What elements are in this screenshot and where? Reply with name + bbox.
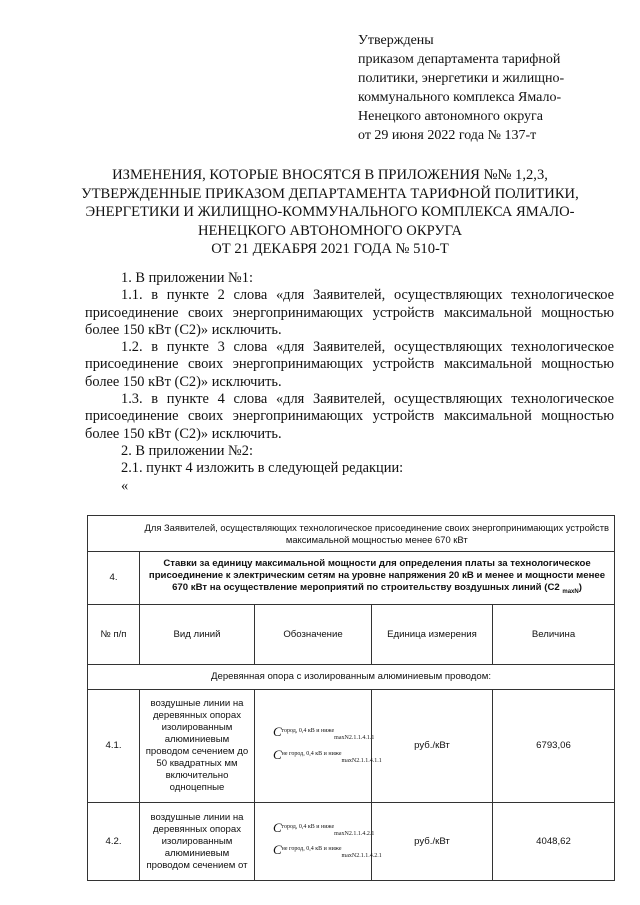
section-title	[140, 552, 615, 605]
symbol-noncity: $C^{не город, 0,4 кВ и ниже}_{maxN2.1.1.4.1.1}$	[273, 746, 382, 764]
paragraph-2: 2. В приложении №2:	[121, 442, 253, 459]
col-header-value: Величина	[493, 605, 615, 665]
approval-block	[358, 31, 628, 145]
subsection-title: Деревянная опора с изолированным алюминиевым проводом:	[88, 665, 615, 690]
value-cell: 4048,62	[493, 803, 615, 881]
col-header-unit: Единица измерения	[372, 605, 493, 665]
paragraph-1-1: 1.1. в пункте 2 слова «для Заявителей, осуществляющих технологическое присоединение своих энергопринимающих устройств максимальной мощностью более 150 кВт (С2)» исключить.	[85, 287, 614, 338]
title-line: ОТ 21 ДЕКАБРЯ 2021 ГОДА № 510-Т	[211, 241, 449, 257]
section-number: 4.	[88, 552, 140, 605]
approval-line: приказом департамента тарифной	[358, 52, 561, 67]
unit-cell: руб./кВт	[372, 803, 493, 881]
symbol-city: $C^{город, 0,4 кВ и ниже}_{maxN2.1.1.4.2.1}$	[273, 820, 375, 837]
section-title-text: Ставки за единицу максимальной мощности для определения платы за технологическое присоединение к электрическим сетям на уровне напряжения 20 кВ и менее и мощности менее 670 кВт на осуществление мероприятий по строительству воздушных линий (С2	[148, 558, 606, 594]
table-row	[88, 690, 615, 803]
title-line: УТВЕРЖДЕННЫЕ ПРИКАЗОМ ДЕПАРТАМЕНТА ТАРИФНОЙ ПОЛИТИКИ,	[81, 185, 579, 202]
symbol-city: $C^{город, 0,4 кВ и ниже}_{maxN2.1.1.4.1.1}$	[273, 724, 375, 742]
opening-quote: «	[121, 477, 129, 494]
column-header-row	[88, 605, 615, 665]
symbol-noncity: $C^{не город, 0,4 кВ и ниже}_{maxN2.1.1.4.2.1}$	[273, 842, 382, 860]
approval-line: от 29 июня 2022 года № 137-т	[358, 128, 537, 143]
col-header-symbol: Обозначение	[255, 605, 372, 665]
title-line: НЕНЕЦКОГО АВТОНОМНОГО ОКРУГА	[197, 222, 463, 239]
line-kind: воздушные линии на деревянных опорах изолированным алюминиевым проводом сечением от	[140, 803, 255, 881]
approval-line: политики, энергетики и жилищно-	[358, 71, 565, 86]
paragraph-2-1: 2.1. пункт 4 изложить в следующей редакции:	[121, 460, 404, 477]
line-kind: воздушные линии на деревянных опорах изолированным алюминиевым проводом сечением до 50 квадратных мм включительно одноцепные	[140, 690, 255, 803]
row-number: 4.1.	[88, 690, 140, 803]
table-row	[88, 552, 615, 605]
row-number: 4.2.	[88, 803, 140, 881]
paragraph-1: 1. В приложении №1:	[121, 270, 253, 286]
col-header-kind: Вид линий	[140, 605, 255, 665]
col-header-num: № п/п	[88, 605, 140, 665]
group-header: Для Заявителей, осуществляющих технологическое присоединение своих энергопринимающих устройств максимальной мощностью менее 670 кВт	[140, 516, 615, 552]
approval-line: Ненецкого автономного округа	[358, 109, 543, 124]
section-title-end: )	[578, 582, 582, 594]
table-row	[88, 803, 615, 881]
title-line: ИЗМЕНЕНИЯ, КОТОРЫЕ ВНОСЯТСЯ В ПРИЛОЖЕНИЯ №№ 1,2,3,	[112, 167, 548, 183]
approval-line: Утверждены	[358, 33, 434, 48]
paragraph-1-2: 1.2. в пункте 3 слова «для Заявителей, осуществляющих технологическое присоединение своих энергопринимающих устройств максимальной мощностью более 150 кВт (С2)» исключить.	[85, 339, 614, 390]
value-cell: 6793,06	[493, 690, 615, 803]
approval-line: коммунального комплекса Ямало-	[358, 90, 562, 105]
section-title-sub: maxN	[562, 588, 579, 595]
title-line: ЭНЕРГЕТИКИ И ЖИЛИЩНО-КОММУНАЛЬНОГО КОМПЛЕКСА ЯМАЛО-	[85, 204, 575, 220]
unit-cell: руб./кВт	[372, 690, 493, 803]
symbol-cell	[255, 803, 382, 881]
table-row	[88, 516, 615, 552]
paragraph-1-3: 1.3. в пункте 4 слова «для Заявителей, осуществляющих технологическое присоединение своих энергопринимающих устройств максимальной мощностью более 150 кВт (С2)» исключить.	[85, 391, 614, 442]
subsection-row	[88, 665, 615, 690]
document-body	[85, 270, 614, 495]
symbol-cell	[255, 690, 382, 803]
tariff-table	[87, 515, 615, 881]
document-title	[70, 166, 590, 259]
